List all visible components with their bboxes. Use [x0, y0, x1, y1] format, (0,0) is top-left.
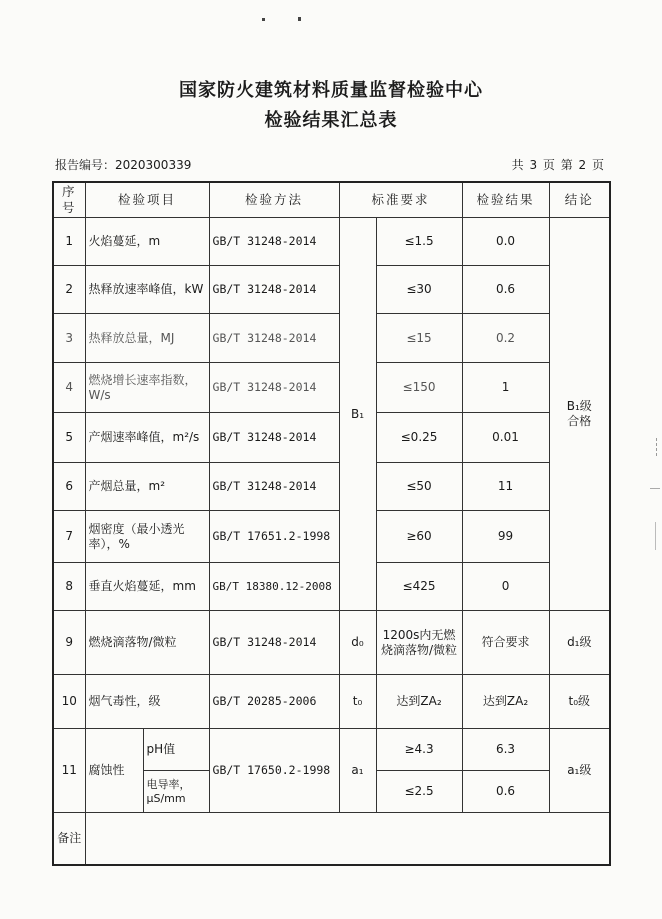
row-item: 产烟速率峰值，m²/s: [85, 413, 209, 463]
row-no: 10: [53, 675, 85, 729]
row-method: GB/T 20285-2006: [209, 675, 339, 729]
remarks-label: 备注: [53, 813, 85, 865]
row-no: 1: [53, 218, 85, 266]
col-header-result: 检验结果: [462, 182, 549, 218]
row-grade: t₀: [339, 675, 376, 729]
row-item: 产烟总量，m²: [85, 463, 209, 511]
row-subitem: pH值: [143, 729, 209, 771]
row-item: 腐蚀性: [85, 729, 143, 813]
row-requirement: ≤1.5: [376, 218, 462, 266]
col-header-item: 检验项目: [85, 182, 209, 218]
row-method: GB/T 17650.2-1998: [209, 729, 339, 813]
report-number: 报告编号：2020300339: [55, 158, 192, 172]
row-method: GB/T 31248-2014: [209, 363, 339, 413]
row-subitem: 电导率，μS/mm: [143, 771, 209, 813]
row-result: 99: [462, 511, 549, 563]
row-result: 0.2: [462, 314, 549, 363]
table-row: [53, 729, 610, 771]
row-requirement: ≤30: [376, 266, 462, 314]
row-requirement: ≤2.5: [376, 771, 462, 813]
page-info: 共 3 页 第 2 页: [511, 158, 605, 172]
table-row: [53, 611, 610, 675]
row-method: GB/T 31248-2014: [209, 463, 339, 511]
row-requirement: ≤425: [376, 563, 462, 611]
row-item: 燃烧滴落物/微粒: [85, 611, 209, 675]
row-result: 1: [462, 363, 549, 413]
col-header-no: 序号: [53, 182, 85, 218]
row-requirement: 1200s内无燃烧滴落物/微粒: [376, 611, 462, 675]
row-no: 2: [53, 266, 85, 314]
row-method: GB/T 18380.12-2008: [209, 563, 339, 611]
row-item: 火焰蔓延，m: [85, 218, 209, 266]
remarks-row: [53, 813, 610, 865]
row-requirement: ≤150: [376, 363, 462, 413]
scan-mark-top: [262, 18, 265, 21]
row-no: 8: [53, 563, 85, 611]
table-row: [53, 463, 610, 511]
row-requirement: ≥4.3: [376, 729, 462, 771]
table-title: 检验结果汇总表: [264, 110, 398, 131]
conclusion-b1-pass: 合格: [567, 414, 592, 428]
row-no: 6: [53, 463, 85, 511]
row-method: GB/T 31248-2014: [209, 314, 339, 363]
row-method: GB/T 31248-2014: [209, 266, 339, 314]
row-result: 6.3: [462, 729, 549, 771]
table-row: [53, 363, 610, 413]
row-requirement: ≥60: [376, 511, 462, 563]
grade-b1-text: B₁: [350, 406, 365, 421]
row-method: GB/T 31248-2014: [209, 413, 339, 463]
remarks-content: [85, 813, 610, 865]
row-no: 9: [53, 611, 85, 675]
row-item: 燃烧增长速率指数，W/s: [85, 363, 209, 413]
row-result: 0: [462, 563, 549, 611]
table-row: [53, 511, 610, 563]
row-no: 7: [53, 511, 85, 563]
grade-b1: [339, 218, 376, 611]
center-title: 国家防火建筑材料质量监督检验中心: [179, 80, 483, 101]
row-result: 0.0: [462, 218, 549, 266]
row-result: 达到ZA₂: [462, 675, 549, 729]
row-method: GB/T 31248-2014: [209, 611, 339, 675]
row-method: GB/T 31248-2014: [209, 218, 339, 266]
table-row: [53, 314, 610, 363]
row-method: GB/T 17651.2-1998: [209, 511, 339, 563]
table-row: [53, 675, 610, 729]
scan-mark-right: [655, 522, 656, 550]
col-header-method: 检验方法: [209, 182, 339, 218]
row-result: 11: [462, 463, 549, 511]
row-requirement: ≤15: [376, 314, 462, 363]
row-no: 3: [53, 314, 85, 363]
row-requirement: 达到ZA₂: [376, 675, 462, 729]
row-item: 垂直火焰蔓延，mm: [85, 563, 209, 611]
conclusion-b1-grade: B₁级: [566, 399, 592, 413]
row-item: 热释放总量，MJ: [85, 314, 209, 363]
row-result: 符合要求: [462, 611, 549, 675]
scan-mark-top: [298, 17, 301, 21]
col-header-conclusion: 结论: [549, 182, 610, 218]
row-conclusion: d₁级: [549, 611, 610, 675]
row-result: 0.01: [462, 413, 549, 463]
row-item: 烟气毒性，级: [85, 675, 209, 729]
row-result: 0.6: [462, 771, 549, 813]
row-grade: d₀: [339, 611, 376, 675]
scan-mark-right: [650, 488, 660, 489]
col-header-requirement: 标准要求: [339, 182, 462, 218]
results-table: [52, 181, 611, 866]
row-no: 5: [53, 413, 85, 463]
row-requirement: ≤50: [376, 463, 462, 511]
row-item: 热释放速率峰值，kW: [85, 266, 209, 314]
row-requirement: ≤0.25: [376, 413, 462, 463]
table-row: [53, 563, 610, 611]
row-no: 4: [53, 363, 85, 413]
scan-mark-right: [652, 438, 657, 456]
row-conclusion: a₁级: [549, 729, 610, 813]
conclusion-b1: [549, 218, 610, 611]
row-conclusion: t₀级: [549, 675, 610, 729]
row-grade: a₁: [339, 729, 376, 813]
row-result: 0.6: [462, 266, 549, 314]
row-item: 烟密度（最小透光率），%: [85, 511, 209, 563]
table-header-row: [53, 182, 610, 218]
table-row: [53, 266, 610, 314]
row-no: 11: [53, 729, 85, 813]
table-row: [53, 413, 610, 463]
table-row: [53, 218, 610, 266]
